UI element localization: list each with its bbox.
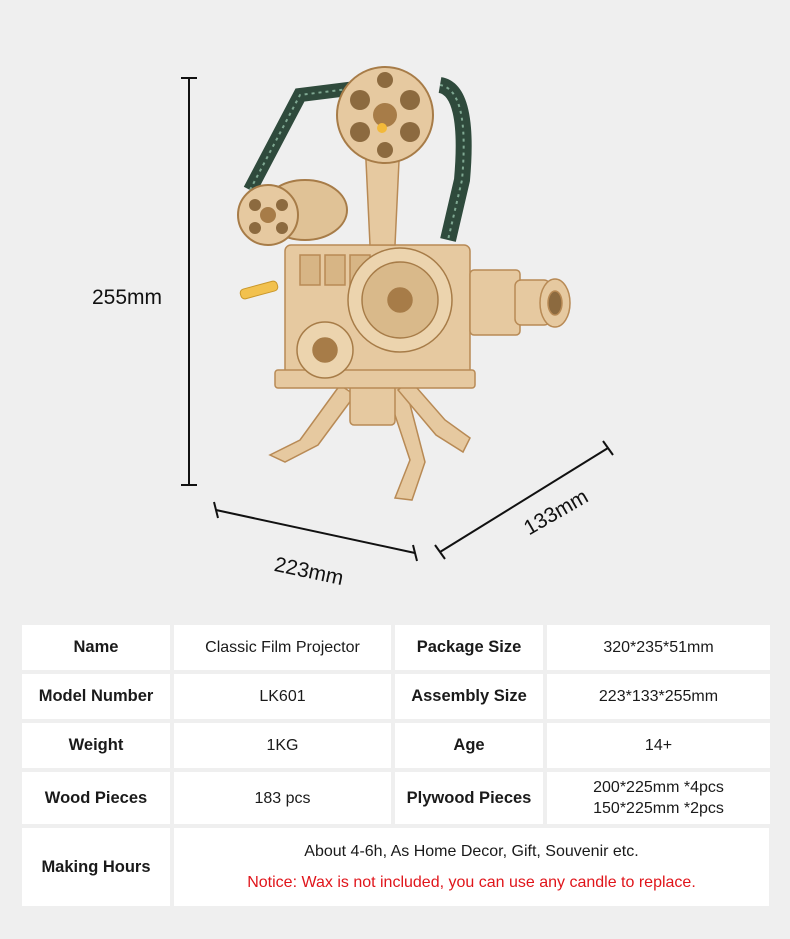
width-dimension-label: 223mm	[272, 553, 346, 591]
weight-value: 1KG	[174, 723, 391, 768]
spec-row-model	[22, 674, 770, 719]
assembly-size-value: 223*133*255mm	[547, 674, 770, 719]
assembly-size-label: Assembly Size	[395, 674, 543, 719]
weight-label: Weight	[22, 723, 170, 768]
left-reel	[238, 180, 347, 245]
spec-row-pieces	[22, 772, 770, 824]
age-label: Age	[395, 723, 543, 768]
plywood-pieces-value-line2: 150*225mm *2pcs	[593, 800, 724, 817]
crank-handle	[239, 280, 278, 299]
package-size-value: 320*235*51mm	[547, 625, 770, 670]
name-label: Name	[22, 625, 170, 670]
model-number-label: Model Number	[22, 674, 170, 719]
package-size-label: Package Size	[395, 625, 543, 670]
making-hours-value	[174, 828, 769, 906]
spec-row-weight	[22, 723, 770, 768]
plywood-pieces-value-line1: 200*225mm *4pcs	[593, 779, 724, 796]
top-reel	[337, 67, 433, 163]
making-hours-label: Making Hours	[22, 828, 170, 906]
plywood-pieces-value	[547, 772, 770, 824]
age-value: 14+	[547, 723, 770, 768]
spec-row-making-hours	[22, 828, 770, 906]
wax-notice: Notice: Wax is not included, you can use any candle to replace.	[247, 874, 696, 891]
wood-pieces-label: Wood Pieces	[22, 772, 170, 824]
spec-row-name	[22, 625, 770, 670]
name-value: Classic Film Projector	[174, 625, 391, 670]
spec-table	[22, 625, 770, 910]
depth-dimension-label: 133mm	[520, 484, 593, 540]
tripod-stand	[270, 380, 470, 500]
wood-pieces-value: 183 pcs	[174, 772, 391, 824]
model-number-value: LK601	[174, 674, 391, 719]
height-dimension-label: 255mm	[92, 286, 163, 309]
plywood-pieces-label: Plywood Pieces	[395, 772, 543, 824]
making-hours-text: About 4-6h, As Home Decor, Gift, Souvenir etc.	[304, 843, 639, 860]
